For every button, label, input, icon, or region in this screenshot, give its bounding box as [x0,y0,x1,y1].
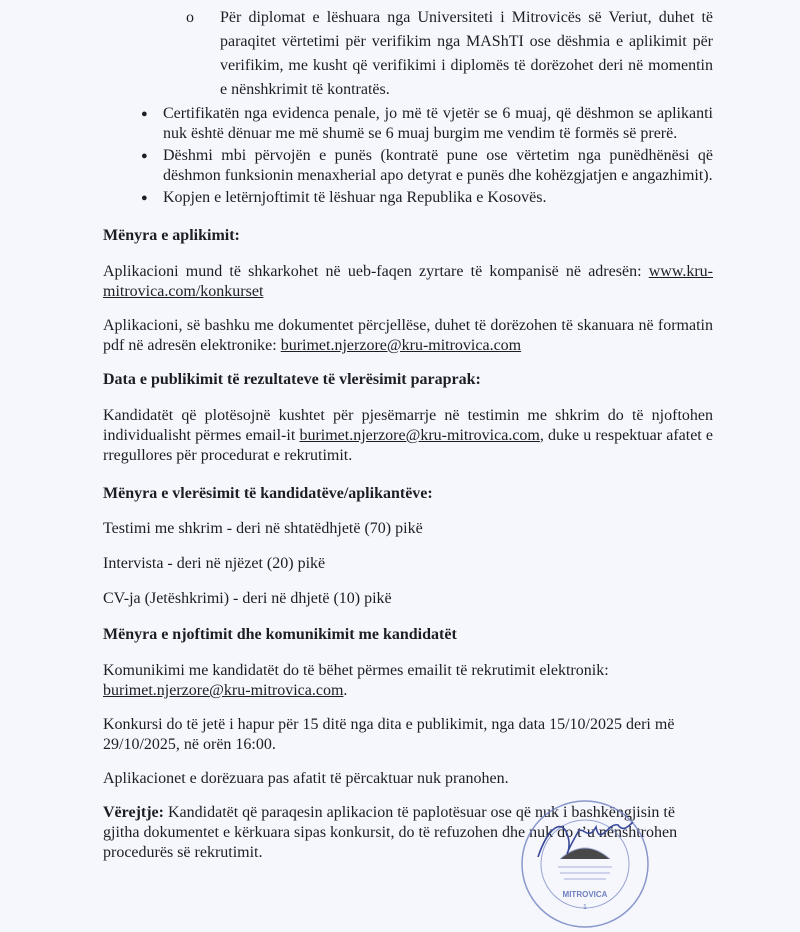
sub-bullet-marker: o [186,9,194,26]
bullet-item-id-copy [103,188,713,208]
document-body [103,6,713,863]
heading-communication: Mënyra e njoftimit dhe komunikimit me kandidatët [103,626,457,643]
text: Komunikimi me kandidatët do të bëhet përmes emailit të rekrutimit elektronik: [103,662,609,679]
text: Kandidatët që plotësojnë kushtet për pjesëmarrje në testimin me shkrim do të njoftohen individualisht përmes email-it [103,407,713,444]
paragraph-deadline: Konkursi do të jetë i hapur për 15 ditë nga dita e publikimit, nga data 15/10/2025 deri më 29/10/2025, në orën 16:00. [103,716,675,753]
note-label: Vërejtje: [103,804,164,821]
paragraph-results [103,406,713,466]
text: Aplikacioni, së bashku me dokumentet përcjellëse, duhet të dorëzohen të skanuara në formatin pdf në adresën elektronike: [103,317,713,354]
paragraph-late-applications: Aplikacionet e dorëzuara pas afatit të përcaktuar nuk pranohen. [103,770,509,787]
bullet-item-work-experience [103,146,713,186]
bullet-icon: ● [141,150,148,162]
bullet-text: Certifikatën nga evidenca penale, jo më të vjetër se 6 muaj, që dëshmon se aplikanti nuk është dënuar me më shumë se 6 muaj burgim me vendim të formës së prerë. [163,105,713,142]
evaluation-item-cv: CV-ja (Jetëshkrimi) - deri në dhjetë (10) pikë [103,590,392,607]
text: Kandidatët që paraqesin aplikacion të paplotësuar ose që nuk i bashkëngjisin të gjitha dokumentet e kërkuara sipas konkursit, do të refuzohen dhe nuk do t’u nënshtrohen procedurës së rekrutimit. [103,804,678,861]
bullet-text: Kopjen e letërnjoftimit të lëshuar nga Republika e Kosovës. [163,189,547,206]
bullet-icon: ● [141,108,148,120]
email-link[interactable]: burimet.njerzore@kru-mitrovica.com [103,682,344,699]
text: . [343,682,348,699]
email-link[interactable]: burimet.njerzore@kru-mitrovica.com [280,337,522,354]
stamp-number: 1 [583,904,587,911]
text: Aplikacioni mund të shkarkohet në ueb-faqen zyrtare të kompanisë në adresën: [103,263,649,280]
text: , duke u respektuar afatet e rregullores për procedurat e rekrutimit. [103,427,713,464]
sub-item-text: Për diplomat e lëshuara nga Universiteti i Mitrovicës së Veriut, duhet të paraqitet vërtetimi për verifikim nga MAShTI ose dëshmia e aplikimit për verifikim, me kusht që verifikimi i diplomës të dorëzohet deri në momentin e nënshkrimit të kontratës. [220,9,713,98]
bullet-text: Dëshmi mbi përvojën e punës (kontratë pune ose vërtetim nga punëdhënësi që dëshmon funksionin menaxherial apo detyrat e punës dhe kohëzgjatjen e angazhimit). [163,147,713,184]
heading-application: Mënyra e aplikimit: [103,227,240,244]
paragraph-communication [103,661,623,701]
website-link[interactable]: www.kru-mitrovica.com/konkurset [103,263,713,300]
evaluation-item-interview: Intervista - deri në njëzet (20) pikë [103,555,326,572]
heading-evaluation: Mënyra e vlerësimit të kandidatëve/aplikantëve: [103,485,433,502]
paragraph-application-download [103,262,713,302]
heading-results: Data e publikimit të rezultateve të vlerësimit paraprak: [103,371,481,388]
sub-item-diploma [103,6,713,102]
bullet-icon: ● [141,192,148,204]
stamp-city: MITROVICA [562,890,608,899]
paragraph-application-submit [103,316,713,356]
email-link[interactable]: burimet.njerzore@kru-mitrovica.com [299,427,540,444]
evaluation-item-written-test: Testimi me shkrim - deri në shtatëdhjetë (70) pikë [103,520,423,537]
company-stamp [518,797,653,932]
bullet-item-criminal-record [103,104,713,144]
